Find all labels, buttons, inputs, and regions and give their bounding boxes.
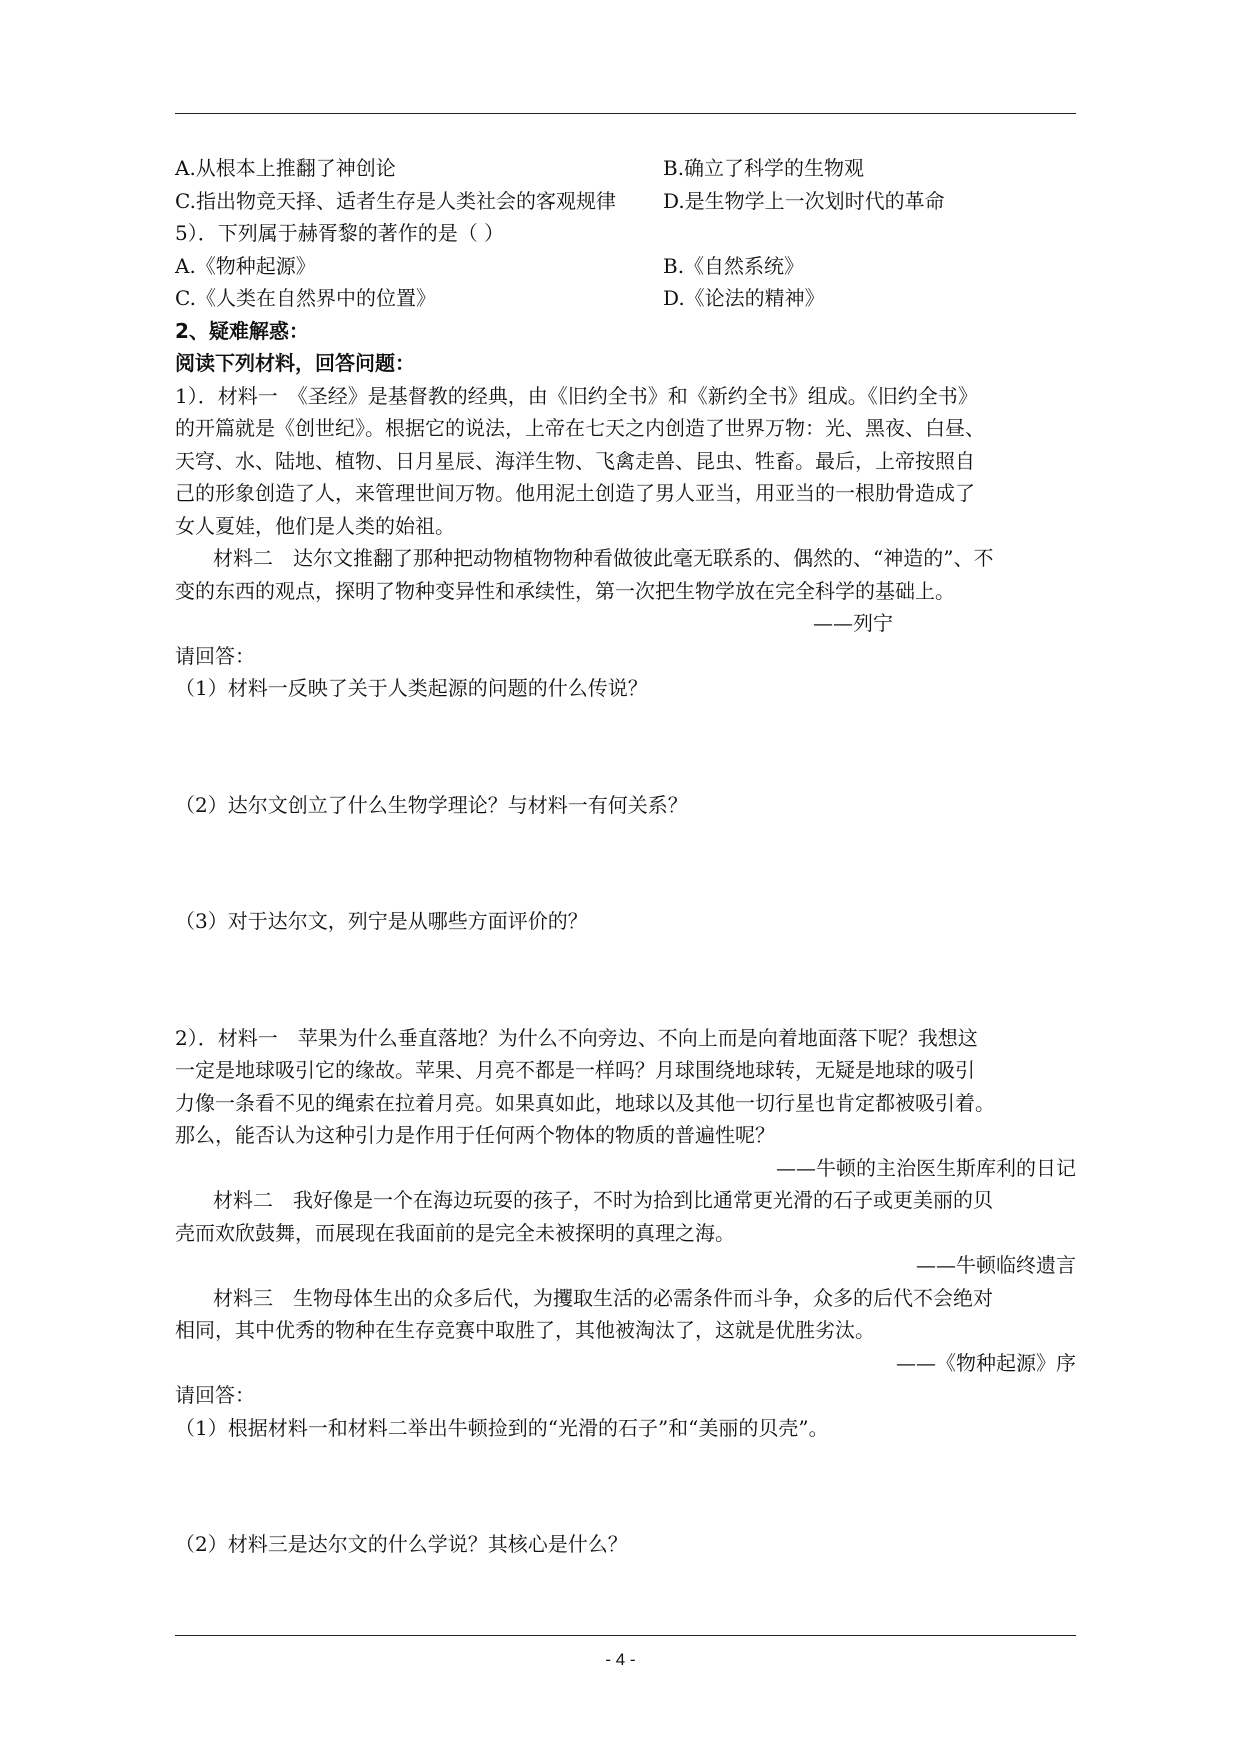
material-line: 材料二 我好像是一个在海边玩耍的孩子，不时为拾到比通常更光滑的石子或更美丽的贝: [213, 1188, 993, 1212]
answer-space: [175, 705, 1076, 789]
material-line: 材料二 达尔文推翻了那种把动物植物物种看做彼此毫无联系的、偶然的、“神造的”、不: [213, 546, 994, 570]
material-line: 女人夏娃，他们是人类的始祖。: [175, 513, 455, 538]
option-row: [175, 282, 1076, 315]
material-line: 己的形象创造了人，来管理世间万物。他用泥土创造了男人亚当，用亚当的一根肋骨造成了: [175, 481, 975, 505]
material-line: 天穹、水、陆地、植物、日月星辰、海洋生物、飞禽走兽、昆虫、牲畜。最后，上帝按照自: [175, 448, 975, 473]
page-body: [175, 152, 1076, 1561]
option-a: A.《物种起源》: [175, 253, 316, 278]
question: （2）达尔文创立了什么生物学理论？与材料一有何关系？: [175, 792, 688, 817]
answer-space: [175, 1444, 1076, 1528]
question-5-stem: 5）．下列属于赫胥黎的著作的是（ ）: [175, 221, 505, 245]
option-a: A.从根本上推翻了神创论: [175, 156, 396, 180]
answer-space: [175, 821, 1076, 905]
header-rule: [175, 113, 1076, 114]
option-d: D.《论法的精神》: [663, 286, 825, 310]
section-instruction: 阅读下列材料，回答问题：: [175, 351, 415, 375]
material-line: 2）．材料一 苹果为什么垂直落地？为什么不向旁边、不向上而是向着地面落下呢？我想这: [175, 1025, 978, 1050]
material-line: 的开篇就是《创世纪》。根据它的说法，上帝在七天之内创造了世界万物：光、黑夜、白昼、: [175, 416, 985, 440]
question: （2）材料三是达尔文的什么学说？其核心是什么？: [175, 1532, 628, 1556]
option-row: [175, 185, 1076, 218]
material-line: 变的东西的观点，探明了物种变异性和承续性，第一次把生物学放在完全科学的基础上。: [175, 578, 955, 603]
material-line: 一定是地球吸引它的缘故。苹果、月亮不都是一样吗？月球围绕地球转，无疑是地球的吸引: [175, 1058, 975, 1082]
option-b: B.确立了科学的生物观: [663, 156, 865, 180]
option-row: [175, 152, 1076, 185]
section-heading: 2、疑难解惑：: [175, 318, 309, 343]
material-line: 力像一条看不见的绳索在拉着月亮。如果真如此，地球以及其他一切行星也肯定都被吸引着。: [175, 1090, 995, 1115]
option-row: [175, 250, 1076, 283]
option-c: C.《人类在自然界中的位置》: [175, 286, 436, 310]
question: （1）根据材料一和材料二举出牛顿捡到的“光滑的石子”和“美丽的贝壳”。: [175, 1415, 829, 1440]
material-line: 壳而欢欣鼓舞，而展现在我面前的是完全未被探明的真理之海。: [175, 1220, 735, 1245]
page-number: - 4 -: [605, 1650, 636, 1669]
option-c: C.指出物竞天择、适者生存是人类社会的客观规律: [175, 188, 616, 213]
attribution: ——《物种起源》序: [896, 1350, 1076, 1375]
option-d: D.是生物学上一次划时代的革命: [663, 188, 945, 213]
question: （3）对于达尔文，列宁是从哪些方面评价的？: [175, 909, 588, 933]
question: （1）材料一反映了关于人类起源的问题的什么传说？: [175, 676, 648, 700]
attribution: ——牛顿临终遗言: [916, 1253, 1076, 1277]
option-b: B.《自然系统》: [663, 253, 805, 278]
attribution: ——牛顿的主治医生斯库利的日记: [776, 1155, 1076, 1180]
answer-prompt: 请回答：: [175, 643, 255, 668]
footer-rule: [175, 1635, 1076, 1636]
material-line: 材料三 生物母体生出的众多后代，为攫取生活的必需条件而斗争，众多的后代不会绝对: [213, 1285, 993, 1310]
attribution: ——列宁: [813, 611, 893, 635]
answer-space: [175, 938, 1076, 1022]
answer-prompt: 请回答：: [175, 1383, 255, 1407]
material-line: 1）．材料一 《圣经》是基督教的经典，由《旧约全书》和《新约全书》组成。《旧约全书》: [175, 383, 978, 408]
material-line: 那么，能否认为这种引力是作用于任何两个物体的物质的普遍性呢？: [175, 1123, 775, 1147]
material-line: 相同，其中优秀的物种在生存竞赛中取胜了，其他被淘汰了，这就是优胜劣汰。: [175, 1318, 875, 1342]
